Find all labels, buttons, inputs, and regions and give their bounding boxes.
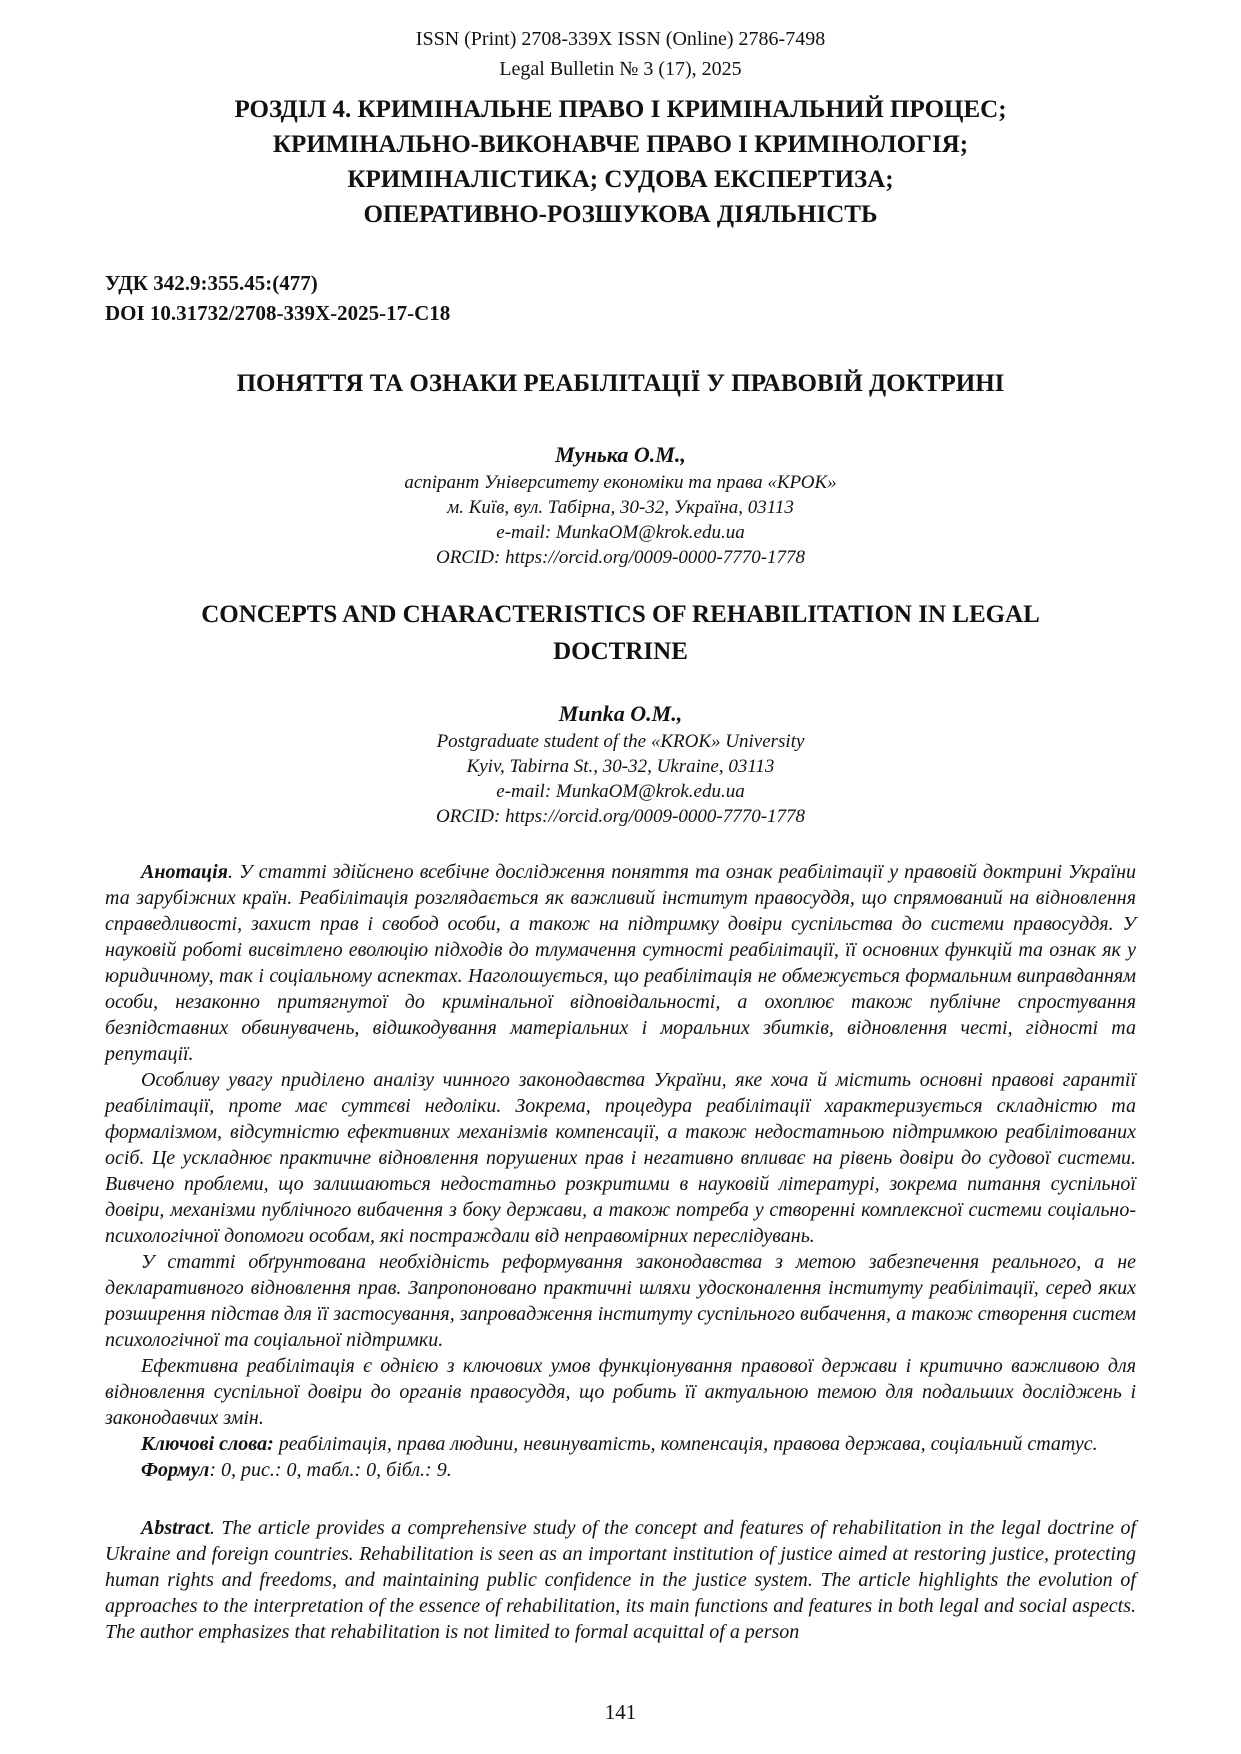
article-title-uk: ПОНЯТТЯ ТА ОЗНАКИ РЕАБІЛІТАЦІЇ У ПРАВОВІЙ ДОКТРИНІ — [236, 370, 1005, 397]
author-email-uk: e-mail: MunkaOM@krok.edu.ua — [496, 522, 745, 543]
abstract-en — [105, 1515, 1136, 1645]
abstract-en-label: Abstract — [141, 1517, 210, 1539]
abstract-en-paragraph: Abstract. The article provides a comprehensive study of the concept and features of rehabilitation in the legal doctrine of Ukraine and foreign countries. Rehabilitation is seen as an important institution of justice aimed at restoring justice, protecting human rights and freedoms, and maintaining public confidence in the justice system. The article highlights the evolution of approaches to the interpretation of the essence of rehabilitation, its main functions and features in both legal and social aspects. The author emphasizes that rehabilitation is not limited to formal acquittal of a person — [105, 1517, 1136, 1643]
journal-issue-line: Legal Bulletin № 3 (17), 2025 — [499, 58, 742, 80]
keywords-paragraph: Ключові слова: реабілітація, права людини, невинуватість, компенсація, правова держава, соціальний статус. — [141, 1433, 1098, 1455]
udc-code: УДК 342.9:355.45:(477) — [105, 271, 318, 295]
author-orcid-uk: ORCID: https://orcid.org/0009-0000-7770-1778 — [435, 547, 806, 568]
journal-header — [105, 24, 1136, 84]
annotation-label: Анотація — [141, 861, 228, 883]
formulas-label: Формул — [141, 1459, 210, 1481]
author-block-en — [105, 699, 1136, 829]
section-heading-line-3: КРИМІНАЛІСТИКА; СУДОВА ЕКСПЕРТИЗА; — [347, 166, 894, 193]
section-heading — [105, 92, 1136, 232]
section-heading-line-4: ОПЕРАТИВНО-РОЗШУКОВА ДІЯЛЬНІСТЬ — [363, 201, 878, 228]
author-block-uk — [105, 440, 1136, 570]
author-affiliation-uk: аспірант Університету економіки та права «КРОК» — [404, 472, 837, 493]
author-email-en: e-mail: MunkaOM@krok.edu.ua — [496, 781, 745, 802]
annotation-paragraph-4: Ефективна реабілітація є однією з ключових умов функціонування правової держави і критично важливою для відновлення суспільної довіри до органів правосуддя, що робить її актуальною темою для подальших досліджень і законодавчих змін. — [105, 1355, 1136, 1429]
keywords-label: Ключові слова: — [141, 1433, 274, 1455]
issn-line: ISSN (Print) 2708-339X ISSN (Online) 2786-7498 — [415, 28, 826, 50]
section-heading-line-1: РОЗДІЛ 4. КРИМІНАЛЬНЕ ПРАВО І КРИМІНАЛЬНИЙ ПРОЦЕС; — [234, 96, 1007, 123]
article-meta — [105, 268, 1136, 328]
article-title-en-line-1: CONCEPTS AND CHARACTERISTICS OF REHABILITATION IN LEGAL — [201, 601, 1040, 628]
abstract-uk — [105, 859, 1136, 1483]
doi-code: DOI 10.31732/2708-339X-2025-17-C18 — [105, 301, 451, 325]
article-title-en — [105, 596, 1136, 670]
page-number: 141 — [604, 1700, 637, 1724]
annotation-paragraph-2: Особливу увагу приділено аналізу чинного законодавства України, яке хоча й містить основні правові гарантії реабілітації, проте має суттєві недоліки. Зокрема, процедура реабілітації характеризується складністю та формалізмом, відсутністю ефективних механізмів компенсації, а також недостатньою підтримкою реабілітованих осіб. Це ускладнює практичне відновлення порушених прав і негативно впливає на рівень довіри до судової системи. Вивчено проблеми, що залишаються недостатньо розкритими в науковій літературі, зокрема питання суспільної довіри, механізми публічного вибачення з боку держави, а також потреба у створенні комплексної системи соціально-психологічної допомоги особам, які постраждали від неправомірних переслідувань. — [105, 1069, 1136, 1247]
article-title-en-line-2: DOCTRINE — [553, 638, 688, 665]
author-address-en: Kyiv, Tabirna St., 30-32, Ukraine, 03113 — [466, 756, 775, 777]
page-footer — [0, 1700, 1241, 1724]
author-orcid-en: ORCID: https://orcid.org/0009-0000-7770-1778 — [435, 806, 806, 827]
author-address-uk: м. Київ, вул. Табірна, 30-32, Україна, 03113 — [447, 497, 794, 518]
author-affiliation-en: Postgraduate student of the «KROK» University — [436, 731, 805, 752]
formulas-line: Формул: 0, рис.: 0, табл.: 0, бібл.: 9. — [141, 1459, 452, 1481]
annotation-paragraph-1: Анотація. У статті здійснено всебічне дослідження поняття та ознак реабілітації у правовій доктрині України та зарубіжних країн. Реабілітація розглядається як важливий інститут правосуддя, що спрямований на відновлення справедливості, захист прав і свобод особи, а також на підтримку довіри суспільства до системи правосуддя. У науковій роботі висвітлено еволюцію підходів до тлумачення сутності реабілітації, її основних функцій та ознак як у юридичному, так і соціальному аспектах. Наголошується, що реабілітація не обмежується формальним виправданням особи, незаконно притягнутої до кримінальної відповідальності, а охоплює також публічне спростування безпідставних обвинувачень, відшкодування матеріальних і моральних збитків, відновлення честі, гідності та репутації. — [105, 861, 1136, 1065]
annotation-paragraph-3: У статті обґрунтована необхідність реформування законодавства з метою забезпечення реального, а не декларативного відновлення прав. Запропоновано практичні шляхи удосконалення інституту реабілітації, серед яких розширення підстав для її застосування, запровадження інституту суспільного вибачення, а також створення систем психологічної та соціальної підтримки. — [105, 1251, 1136, 1351]
section-heading-line-2: КРИМІНАЛЬНО-ВИКОНАВЧЕ ПРАВО І КРИМІНОЛОГІЯ; — [272, 131, 969, 158]
author-name-uk: Мунька О.М., — [555, 442, 686, 467]
author-name-en: Munka O.M., — [558, 701, 683, 726]
